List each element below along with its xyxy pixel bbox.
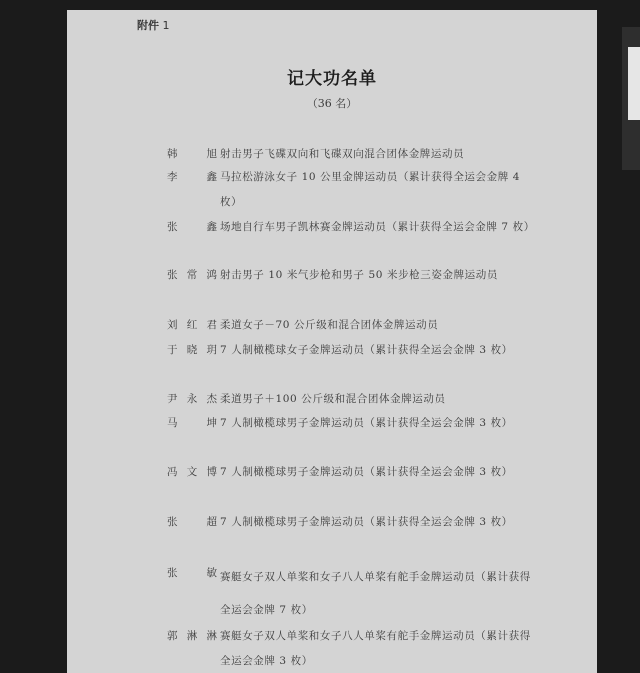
entry-description: 马拉松游泳女子 10 公里金牌运动员（累计获得全运会金牌 4 枚）	[220, 171, 521, 208]
entry-name: 张 超	[167, 516, 217, 528]
entry-name: 马 坤	[167, 417, 217, 429]
document-page	[67, 10, 597, 673]
entry-description: 射击男子飞碟双向和飞碟双向混合团体金牌运动员	[220, 148, 465, 160]
entry-description: 场地自行车男子凯林赛金牌运动员（累计获得全运会金牌 7 枚）	[220, 221, 535, 233]
entry-description: 赛艇女子双人单桨和女子八人单桨有舵手金牌运动员（累计获得全运会金牌 3 枚）	[220, 630, 531, 667]
entry-name: 冯文博	[167, 466, 217, 478]
entry-description: 7 人制橄榄球男子金牌运动员（累计获得全运会金牌 3 枚）	[220, 466, 513, 478]
entry-description: 射击男子 10 米气步枪和男子 50 米步枪三姿金牌运动员	[220, 269, 498, 281]
entry-description: 7 人制橄榄球男子金牌运动员（累计获得全运会金牌 3 枚）	[220, 417, 513, 429]
attachment-label	[137, 17, 170, 33]
entry-description: 柔道男子＋100 公斤级和混合团体金牌运动员	[220, 393, 446, 405]
attachment-text: 附件	[137, 19, 159, 32]
page-subtitle: （36 名）	[306, 97, 358, 110]
entry-name: 韩 旭	[167, 148, 217, 160]
entry-name: 张 敏	[167, 567, 217, 579]
side-panel-tab[interactable]	[628, 47, 640, 120]
entry-description: 7 人制橄榄球男子金牌运动员（累计获得全运会金牌 3 枚）	[220, 516, 513, 528]
entry-name: 刘红君	[167, 319, 217, 331]
entry-name: 张常鸿	[167, 269, 217, 281]
entry-description: 7 人制橄榄球女子金牌运动员（累计获得全运会金牌 3 枚）	[220, 344, 513, 356]
entry-name: 于晓玥	[167, 344, 217, 356]
page-title: 记大功名单	[287, 69, 377, 89]
entry-description: 柔道女子－70 公斤级和混合团体金牌运动员	[220, 319, 439, 331]
entry-name: 郭淋淋	[167, 630, 217, 642]
entry-name: 李 鑫	[167, 171, 217, 183]
entry-name: 张 鑫	[167, 221, 217, 233]
attachment-number: 1	[162, 19, 170, 32]
entry-description: 赛艇女子双人单桨和女子八人单桨有舵手金牌运动员（累计获得全运会金牌 7 枚）	[220, 571, 531, 616]
entry-name: 尹永杰	[167, 393, 217, 405]
